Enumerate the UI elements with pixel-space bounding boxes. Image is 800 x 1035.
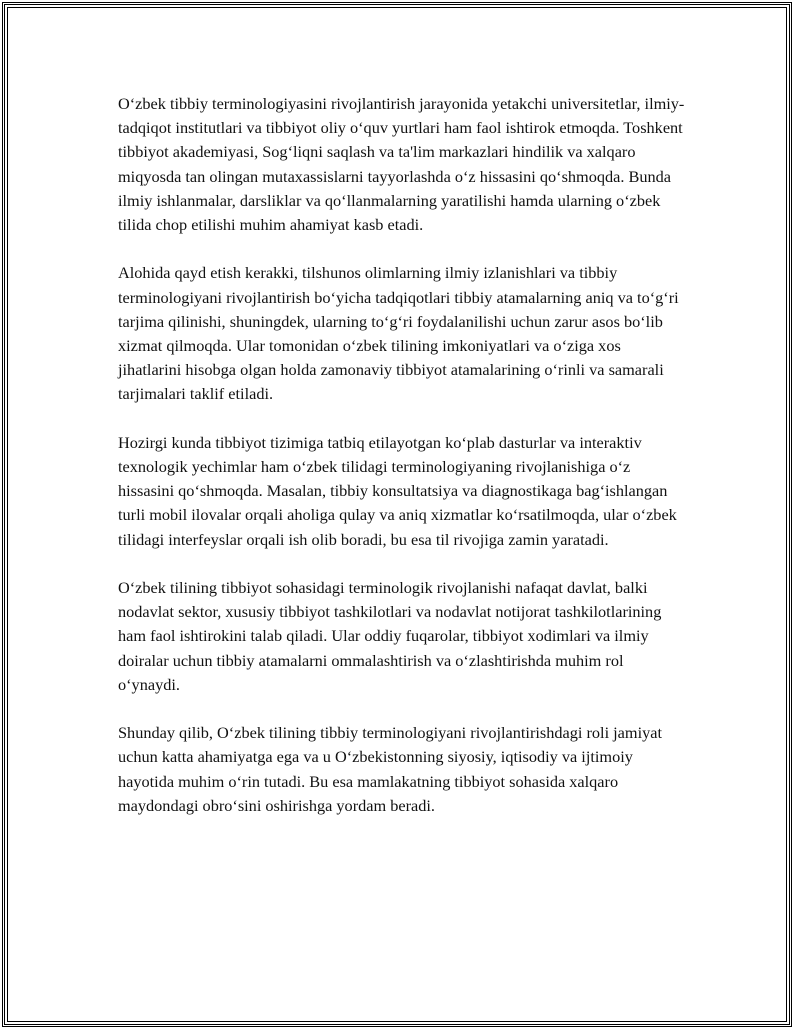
paragraph-2: Alohida qayd etish kerakki, tilshunos olimlarning ilmiy izlanishlari va tibbiy terminologiyani rivojlantirish bo‘yicha tadqiqotlari tibbiy atamalarning aniq va to‘g‘ri tarjima qilinishi, shuningdek, ularning to‘g‘ri foydalanilishi uchun zarur asos bo‘lib xizmat qilmoqda. Ular tomonidan o‘zbek tilining imkoniyatlari va o‘ziga xos jihatlarini hisobga olgan holda zamonaviy tibbiyot atamalarining o‘rinli va samarali tarjimalari taklif etiladi. — [118, 263, 679, 404]
paragraph-3: Hozirgi kunda tibbiyot tizimiga tatbiq etilayotgan ko‘plab dasturlar va interaktiv texnologik yechimlar ham o‘zbek tilidagi terminologiyaning rivojlanishiga o‘z hissasini qo‘shmoqda. Masalan, tibbiy konsultatsiya va diagnostikaga bag‘ishlangan turli mobil ilovalar orqali aholiga qulay va aniq xizmatlar ko‘rsatilmoqda, ular o‘zbek tilidagi interfeyslar orqali ish olib boradi, bu esa til rivojiga zamin yaratadi. — [118, 432, 677, 549]
document-body — [118, 92, 688, 842]
paragraph-4: O‘zbek tilining tibbiyot sohasidagi terminologik rivojlanishi nafaqat davlat, balki nodavlat sektor, xususiy tibbiyot tashkilotlari va nodavlat notijorat tashkilotlarining ham faol ishtirokini talab qiladi. Ular oddiy fuqarolar, tibbiyot xodimlari va ilmiy doiralar uchun tibbiy atamalarni ommalashtirish va o‘zlashtirishda muhim rol o‘ynaydi. — [118, 578, 662, 694]
paragraph-1: O‘zbek tibbiy terminologiyasini rivojlantirish jarayonida yetakchi universitetlar, ilmiy-tadqiqot institutlari va tibbiyot oliy o‘quv yurtlari ham faol ishtirok etmoqda. Toshkent tibbiyot akademiyasi, Sog‘liqni saqlash va ta'lim markazlari hindilik va xalqaro miqyosda tan olingan mutaxassislarni tayyorlashda o‘z hissasini qo‘shmoqda. Bunda ilmiy ishlanmalar, darsliklar va qo‘llanmalarning yaratilishi hamda ularning o‘zbek tilida chop etilishi muhim ahamiyat kasb etadi. — [118, 94, 685, 235]
paragraph-5: Shunday qilib, O‘zbek tilining tibbiy terminologiyani rivojlantirishdagi roli jamiyat uchun katta ahamiyatga ega va u O‘zbekistonning siyosiy, iqtisodiy va ijtimoiy hayotida muhim o‘rin tutadi. Bu esa mamlakatning tibbiyot sohasida xalqaro maydondagi obro‘sini oshirishga yordam beradi. — [118, 723, 662, 815]
